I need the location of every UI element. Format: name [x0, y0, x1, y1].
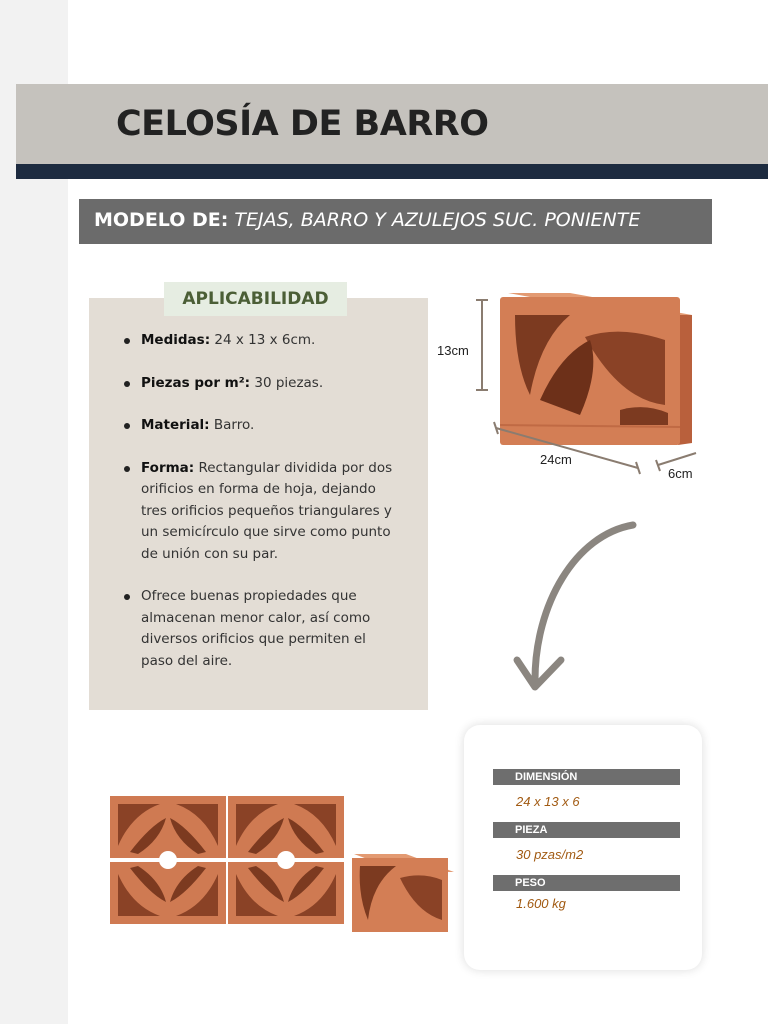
- piece-value: 30 pzas/m2: [516, 847, 584, 862]
- weight-value: 1.600 kg: [516, 896, 566, 911]
- item-label: Medidas:: [141, 332, 211, 348]
- weight-header: PESO: [493, 875, 680, 891]
- dimension-header: DIMENSIÓN: [493, 769, 680, 785]
- item-label: Piezas por m²:: [141, 374, 251, 391]
- height-label: 13cm: [437, 343, 469, 358]
- list-item-piezas: [121, 373, 401, 395]
- model-bar: [79, 199, 712, 244]
- item-text: 30 piezas.: [250, 374, 324, 391]
- length-label: 24cm: [540, 452, 572, 467]
- list-item-medidas: [121, 330, 401, 352]
- brick-dimension-diagram: [470, 285, 710, 485]
- model-value: TEJAS, BARRO Y AZULEJOS SUC. PONIENTE: [234, 209, 641, 231]
- depth-label: 6cm: [668, 466, 693, 481]
- list-item-forma: [121, 458, 401, 566]
- page-title: CELOSÍA DE BARRO: [116, 104, 489, 144]
- piece-header: PIEZA: [493, 822, 680, 838]
- specs-card: [464, 725, 702, 970]
- item-text: 24 x 13 x 6cm.: [210, 332, 316, 348]
- item-label: Material:: [141, 417, 210, 433]
- lattice-bricks-image: [106, 792, 456, 942]
- item-text: Rectangular dividida por dos orificios en forma de hoja, dejando tres orificios pequeños triangulares y un semicírculo que sirve como punto de unión con su par.: [141, 459, 393, 562]
- model-label: MODELO DE:: [94, 209, 229, 231]
- dimension-value: 24 x 13 x 6: [516, 794, 580, 809]
- item-text: Barro.: [209, 417, 255, 433]
- curved-arrow-down-icon: [505, 515, 645, 700]
- title-underline-bar: [16, 164, 768, 179]
- list-item-propiedades: [121, 586, 401, 672]
- item-text: Ofrece buenas propiedades que almacenan menor calor, así como diversos orificios que permiten el paso del aire.: [141, 588, 371, 669]
- item-label: Forma:: [141, 459, 195, 476]
- title-band: [16, 84, 768, 164]
- applicability-title: APLICABILIDAD: [164, 282, 347, 316]
- applicability-list: [121, 330, 401, 693]
- list-item-material: [121, 415, 401, 437]
